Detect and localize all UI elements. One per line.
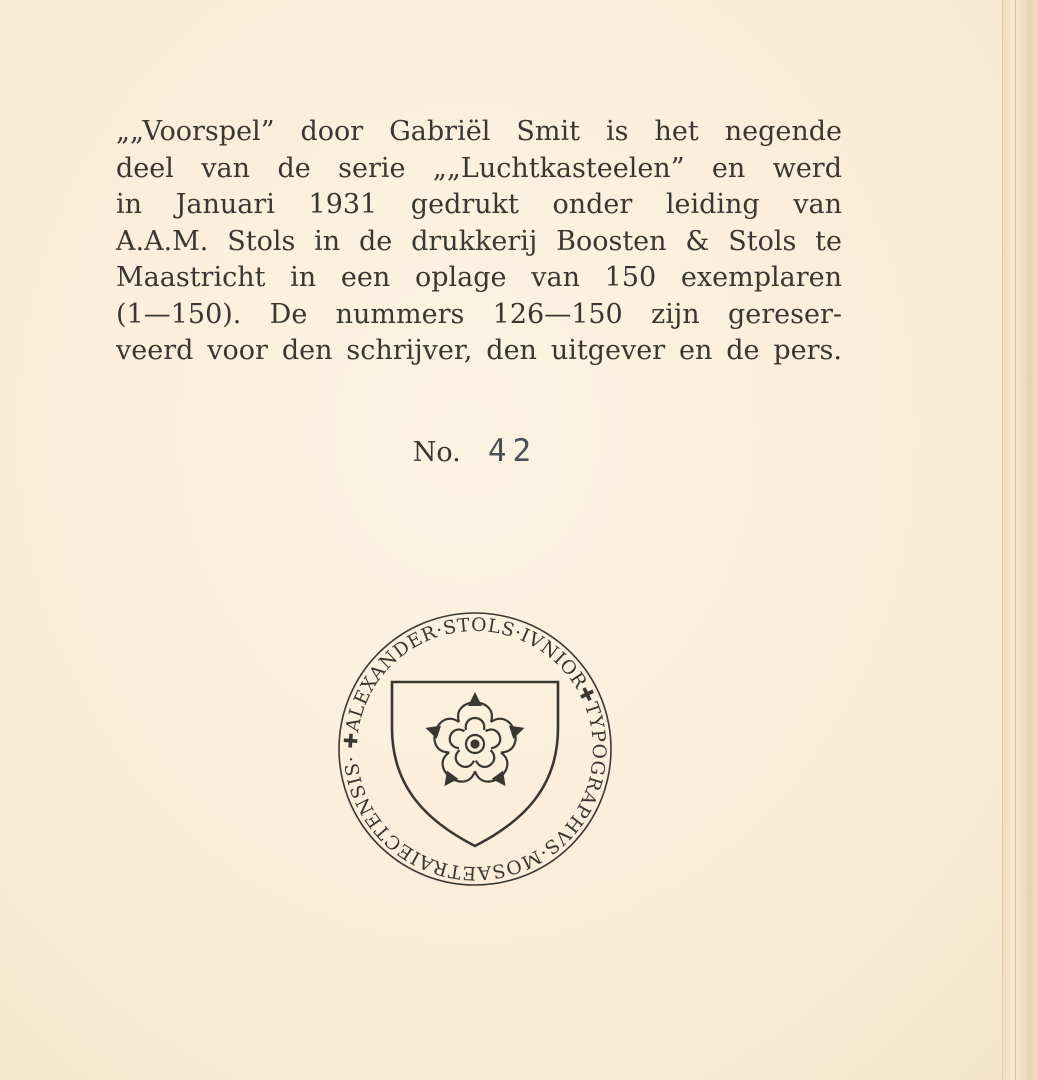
printer-seal-icon: [336, 610, 614, 888]
edition-number-value: 42: [487, 433, 538, 469]
edition-number-label: No.: [412, 437, 461, 468]
printer-seal-emblem: [336, 610, 614, 888]
edition-number: [0, 433, 950, 469]
colophon-line: „„Voorspel” door Gabriël Smit is het negende: [116, 116, 842, 147]
colophon-line: veerd voor den schrijver, den uitgever en de pers.: [116, 335, 842, 366]
page-edge: [1002, 0, 1037, 1080]
colophon-line: (1—150). De nummers 126—150 zijn gereser-: [116, 298, 842, 330]
svg-text:✚ALEXANDER·STOLS·IVNIOR✚TYPOGR: [341, 615, 609, 883]
colophon-text: [116, 114, 842, 370]
colophon-line: in Januari 1931 gedrukt onder leiding van: [116, 189, 842, 220]
colophon-line: deel van de serie „„Luchtkasteelen” en werd: [116, 152, 842, 184]
seal-ring-text: ✚ALEXANDER·STOLS·IVNIOR✚TYPOGRAPHVS·MOSAETRAIECTENSIS·: [340, 614, 610, 884]
colophon-line: A.A.M. Stols in de drukkerij Boosten & Stols te: [116, 225, 842, 257]
colophon-line: Maastricht in een oplage van 150 exemplaren: [116, 262, 842, 293]
